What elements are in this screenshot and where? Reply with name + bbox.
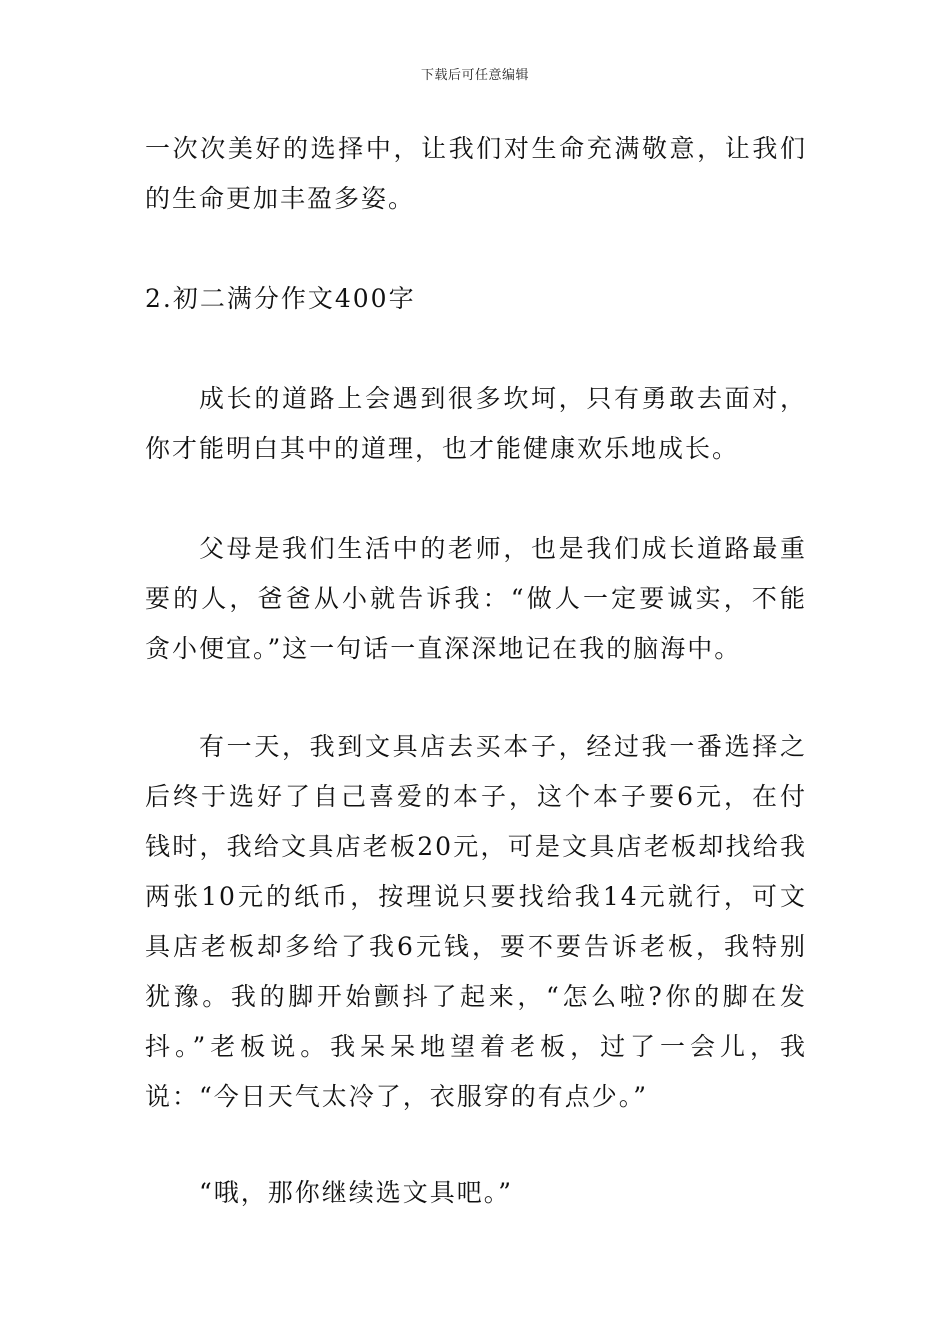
section-heading: 2.初二满分作文400字	[145, 284, 416, 313]
paragraph-dialogue: “哦，那你继续选文具吧。”	[199, 1178, 514, 1207]
paragraph-continued: 一次次美好的选择中，让我们对生命充满敬意，让我们的生命更加丰盈多姿。	[145, 134, 807, 213]
paragraph-parents: 父母是我们生活中的老师，也是我们成长道路最重要的人，爸爸从小就告诉我：“做人一定要诚实，不能贪小便宜。”这一句话一直深深地记在我的脑海中。	[145, 534, 807, 663]
paragraph-stationery-store: 有一天，我到文具店去买本子，经过我一番选择之后终于选好了自己喜爱的本子，这个本子要6元，在付钱时，我给文具店老板20元，可是文具店老板却找给我两张10元的纸币，按理说只要找给我14元就行，可文具店老板却多给了我6元钱，要不要告诉老板，我特别犹豫。我的脚开始颤抖了起来，“怎么啦?你的脚在发抖。”老板说。我呆呆地望着老板，过了一会儿，我说：“今日天气太冷了，衣服穿的有点少。”	[145, 732, 807, 1111]
page-header: 下载后可任意编辑	[420, 68, 529, 83]
paragraph-growth: 成长的道路上会遇到很多坎坷，只有勇敢去面对，你才能明白其中的道理，也才能健康欢乐地成长。	[145, 384, 807, 463]
